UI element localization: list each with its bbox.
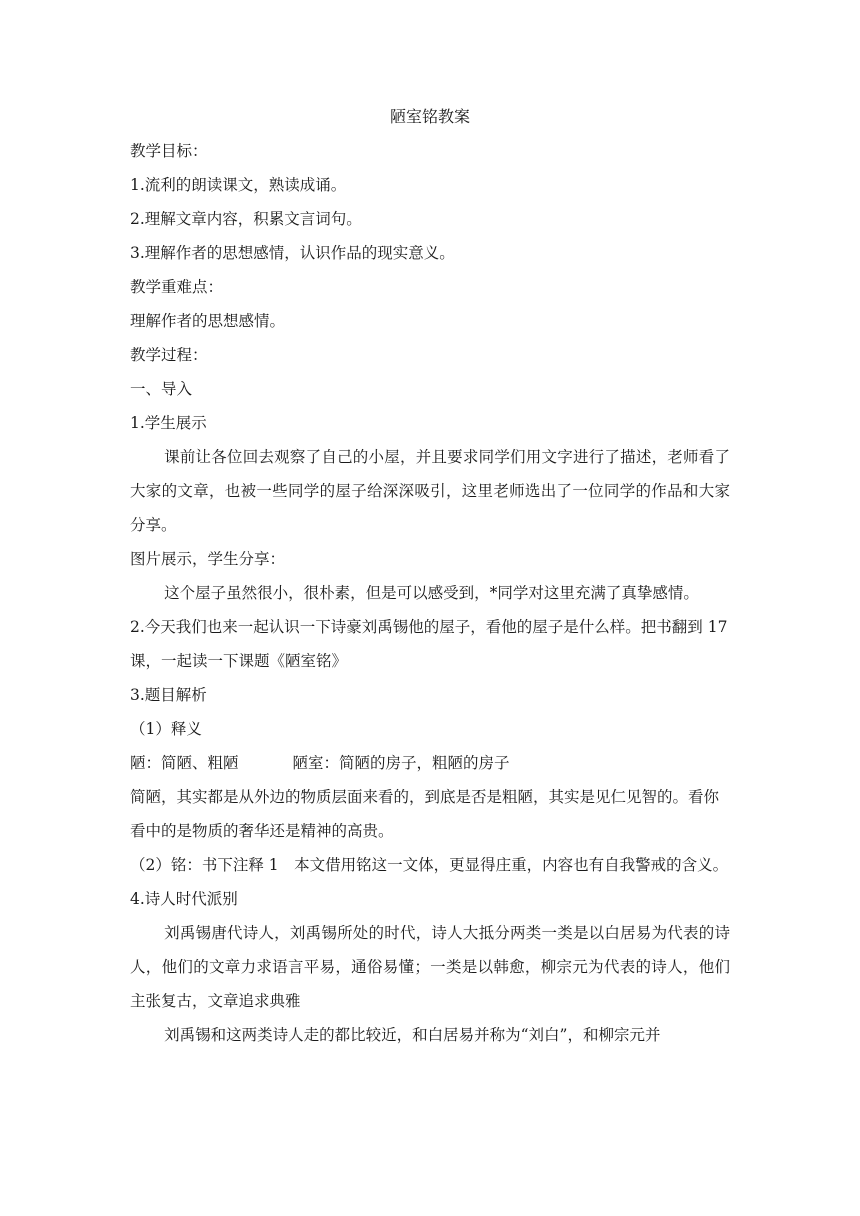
- sub-inscription: （2）铭：书下注释 1 本文借用铭这一文体，更显得庄重，内容也有自我警戒的含义。: [130, 856, 729, 874]
- item-student-show: 1.学生展示: [130, 414, 207, 432]
- document-title: 陋室铭教案: [389, 107, 470, 126]
- goal-2: 2.理解文章内容，积累文言词句。: [130, 210, 362, 228]
- paragraph-house-feeling: 这个屋子虽然很小，很朴素，但是可以感受到，*同学对这里充满了真挚感情。: [164, 584, 699, 602]
- picture-show-line: 图片展示，学生分享：: [130, 550, 286, 568]
- section-intro: 一、导入: [130, 380, 193, 398]
- definition-loushi: 陋室：简陋的房子，粗陋的房子: [292, 754, 510, 772]
- paragraph-liu-relations: 刘禹锡和这两类诗人走的都比较近，和白居易并称为“刘白”，和柳宗元并: [164, 1026, 661, 1044]
- goal-3: 3.理解作者的思想感情，认识作品的现实意义。: [130, 244, 455, 262]
- paragraph-poet-groups: 刘禹锡唐代诗人，刘禹锡所处的时代，诗人大抵分两类一类是以白居易为代表的诗人，他们的文章力求语言平易，通俗易懂；一类是以韩愈，柳宗元为代表的诗人，他们主张复古，文章追求典雅: [130, 924, 730, 1010]
- key-points-heading: 教学重难点：: [130, 278, 224, 296]
- paragraph-observe-house: 课前让各位回去观察了自己的小屋，并且要求同学们用文字进行了描述，老师看了大家的文章，也被一些同学的屋子给深深吸引，这里老师选出了一位同学的作品和大家分享。: [130, 448, 730, 534]
- paragraph-simple-meaning: 简陋，其实都是从外边的物质层面来看的，到底是否是粗陋，其实是见仁见智的。看你看中的是物质的奢华还是精神的高贵。: [130, 788, 720, 840]
- process-heading: 教学过程：: [130, 346, 208, 364]
- item-title-analysis: 3.题目解析: [130, 686, 207, 704]
- goal-1: 1.流利的朗读课文，熟读成诵。: [130, 176, 347, 194]
- document-page: [130, 100, 733, 1052]
- key-point: 理解作者的思想感情。: [130, 312, 286, 330]
- teaching-goals-heading: 教学目标：: [130, 142, 208, 160]
- item-introduce-poet: 2.今天我们也来一起认识一下诗豪刘禹锡他的屋子，看他的屋子是什么样。把书翻到 17 课，一起读一下课题《陋室铭》: [130, 618, 733, 670]
- definition-lou: 陋：简陋、粗陋: [130, 754, 239, 772]
- item-poet-era: 4.诗人时代派别: [130, 890, 238, 908]
- definitions-line: [130, 746, 730, 780]
- sub-meaning: （1）释义: [130, 720, 202, 738]
- definition-gap: [239, 746, 293, 780]
